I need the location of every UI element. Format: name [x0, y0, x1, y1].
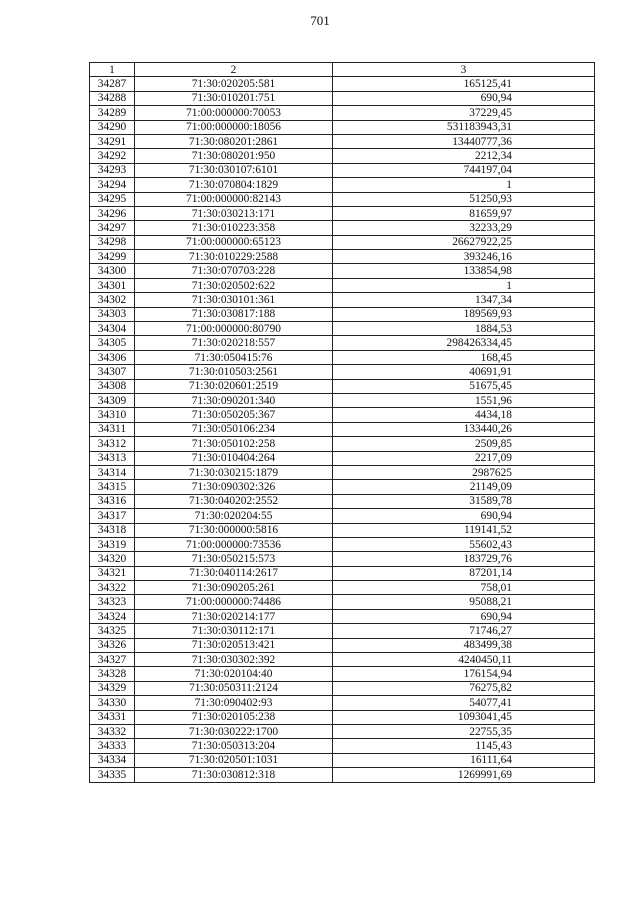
table-row [90, 408, 595, 422]
value-cell: 31589,78 [333, 494, 595, 508]
row-number-cell: 34293 [90, 163, 135, 177]
value-cell: 1145,43 [333, 739, 595, 753]
row-number-cell: 34320 [90, 552, 135, 566]
value-cell: 1347,34 [333, 293, 595, 307]
table-row [90, 509, 595, 523]
table-row [90, 422, 595, 436]
row-number-cell: 34324 [90, 609, 135, 623]
cadastral-number-cell: 71:30:020501:1031 [135, 753, 333, 767]
table-header-row [90, 63, 595, 77]
row-number-cell: 34318 [90, 523, 135, 537]
value-cell: 22755,35 [333, 724, 595, 738]
table-row [90, 638, 595, 652]
value-cell: 176154,94 [333, 667, 595, 681]
cadastral-number-cell: 71:30:030213:171 [135, 206, 333, 220]
table-row [90, 120, 595, 134]
row-number-cell: 34331 [90, 710, 135, 724]
table-row [90, 91, 595, 105]
value-cell: 1 [333, 178, 595, 192]
column-header-1: 1 [90, 63, 135, 77]
table-row [90, 379, 595, 393]
row-number-cell: 34316 [90, 494, 135, 508]
row-number-cell: 34322 [90, 581, 135, 595]
value-cell: 690,94 [333, 509, 595, 523]
table-row [90, 221, 595, 235]
value-cell: 4434,18 [333, 408, 595, 422]
row-number-cell: 34311 [90, 422, 135, 436]
row-number-cell: 34326 [90, 638, 135, 652]
row-number-cell: 34300 [90, 264, 135, 278]
cadastral-number-cell: 71:30:020104:40 [135, 667, 333, 681]
cadastral-number-cell: 71:30:030215:1879 [135, 465, 333, 479]
value-cell: 1551,96 [333, 393, 595, 407]
value-cell: 758,01 [333, 581, 595, 595]
value-cell: 21149,09 [333, 480, 595, 494]
table-row [90, 523, 595, 537]
table-row [90, 336, 595, 350]
value-cell: 690,94 [333, 91, 595, 105]
table-row [90, 566, 595, 580]
table-row [90, 681, 595, 695]
value-cell: 26627922,25 [333, 235, 595, 249]
table-row [90, 264, 595, 278]
cadastral-number-cell: 71:30:020513:421 [135, 638, 333, 652]
column-header-3: 3 [333, 63, 595, 77]
value-cell: 2987625 [333, 465, 595, 479]
value-cell: 51675,45 [333, 379, 595, 393]
row-number-cell: 34290 [90, 120, 135, 134]
value-cell: 2212,34 [333, 149, 595, 163]
table-body [90, 77, 595, 782]
cadastral-number-cell: 71:30:030812:318 [135, 768, 333, 782]
cadastral-number-cell: 71:30:040114:2617 [135, 566, 333, 580]
row-number-cell: 34329 [90, 681, 135, 695]
value-cell: 133854,98 [333, 264, 595, 278]
value-cell: 13440777,36 [333, 134, 595, 148]
table-row [90, 624, 595, 638]
cadastral-number-cell: 71:30:020204:55 [135, 509, 333, 523]
data-table [89, 62, 595, 783]
table-row [90, 437, 595, 451]
value-cell: 183729,76 [333, 552, 595, 566]
cadastral-number-cell: 71:30:020502:622 [135, 278, 333, 292]
value-cell: 16111,64 [333, 753, 595, 767]
value-cell: 1 [333, 278, 595, 292]
row-number-cell: 34330 [90, 696, 135, 710]
row-number-cell: 34301 [90, 278, 135, 292]
cadastral-number-cell: 71:30:010229:2588 [135, 250, 333, 264]
cadastral-number-cell: 71:30:020205:581 [135, 77, 333, 91]
table-row [90, 134, 595, 148]
row-number-cell: 34304 [90, 322, 135, 336]
cadastral-number-cell: 71:30:090302:326 [135, 480, 333, 494]
cadastral-number-cell: 71:30:090402:93 [135, 696, 333, 710]
row-number-cell: 34319 [90, 537, 135, 551]
cadastral-number-cell: 71:30:020105:238 [135, 710, 333, 724]
value-cell: 76275,82 [333, 681, 595, 695]
value-cell: 165125,41 [333, 77, 595, 91]
table-row [90, 192, 595, 206]
cadastral-number-cell: 71:30:070703:228 [135, 264, 333, 278]
row-number-cell: 34294 [90, 178, 135, 192]
cadastral-number-cell: 71:30:050215:573 [135, 552, 333, 566]
table-row [90, 537, 595, 551]
row-number-cell: 34302 [90, 293, 135, 307]
table-row [90, 178, 595, 192]
row-number-cell: 34309 [90, 393, 135, 407]
row-number-cell: 34299 [90, 250, 135, 264]
cadastral-number-cell: 71:30:050205:367 [135, 408, 333, 422]
row-number-cell: 34327 [90, 653, 135, 667]
value-cell: 168,45 [333, 350, 595, 364]
row-number-cell: 34298 [90, 235, 135, 249]
table-row [90, 667, 595, 681]
cadastral-number-cell: 71:30:030222:1700 [135, 724, 333, 738]
cadastral-number-cell: 71:30:040202:2552 [135, 494, 333, 508]
cadastral-number-cell: 71:30:030302:392 [135, 653, 333, 667]
table-row [90, 106, 595, 120]
cadastral-number-cell: 71:00:000000:74486 [135, 595, 333, 609]
cadastral-number-cell: 71:30:050313:204 [135, 739, 333, 753]
row-number-cell: 34310 [90, 408, 135, 422]
value-cell: 37229,45 [333, 106, 595, 120]
table-row [90, 768, 595, 782]
value-cell: 1269991,69 [333, 768, 595, 782]
table-row [90, 724, 595, 738]
row-number-cell: 34307 [90, 365, 135, 379]
cadastral-number-cell: 71:30:080201:950 [135, 149, 333, 163]
cadastral-number-cell: 71:30:010223:358 [135, 221, 333, 235]
table-row [90, 393, 595, 407]
cadastral-number-cell: 71:30:020214:177 [135, 609, 333, 623]
table-row [90, 696, 595, 710]
cadastral-number-cell: 71:00:000000:80790 [135, 322, 333, 336]
cadastral-number-cell: 71:30:050311:2124 [135, 681, 333, 695]
table-row [90, 206, 595, 220]
row-number-cell: 34333 [90, 739, 135, 753]
value-cell: 32233,29 [333, 221, 595, 235]
table-row [90, 149, 595, 163]
row-number-cell: 34292 [90, 149, 135, 163]
table-row [90, 465, 595, 479]
cadastral-number-cell: 71:30:050102:258 [135, 437, 333, 451]
row-number-cell: 34297 [90, 221, 135, 235]
cadastral-number-cell: 71:30:020218:557 [135, 336, 333, 350]
row-number-cell: 34291 [90, 134, 135, 148]
value-cell: 1884,53 [333, 322, 595, 336]
value-cell: 189569,93 [333, 307, 595, 321]
cadastral-number-cell: 71:30:030817:188 [135, 307, 333, 321]
row-number-cell: 34288 [90, 91, 135, 105]
cadastral-number-cell: 71:00:000000:73536 [135, 537, 333, 551]
value-cell: 71746,27 [333, 624, 595, 638]
row-number-cell: 34325 [90, 624, 135, 638]
value-cell: 690,94 [333, 609, 595, 623]
row-number-cell: 34317 [90, 509, 135, 523]
value-cell: 2509,85 [333, 437, 595, 451]
value-cell: 2217,09 [333, 451, 595, 465]
value-cell: 1093041,45 [333, 710, 595, 724]
value-cell: 55602,43 [333, 537, 595, 551]
row-number-cell: 34303 [90, 307, 135, 321]
table-row [90, 77, 595, 91]
row-number-cell: 34321 [90, 566, 135, 580]
value-cell: 298426334,45 [333, 336, 595, 350]
value-cell: 133440,26 [333, 422, 595, 436]
table-row [90, 595, 595, 609]
value-cell: 119141,52 [333, 523, 595, 537]
row-number-cell: 34313 [90, 451, 135, 465]
table-row [90, 653, 595, 667]
table-row [90, 710, 595, 724]
cadastral-number-cell: 71:30:000000:5816 [135, 523, 333, 537]
value-cell: 744197,04 [333, 163, 595, 177]
value-cell: 393246,16 [333, 250, 595, 264]
row-number-cell: 34295 [90, 192, 135, 206]
cadastral-number-cell: 71:30:090205:261 [135, 581, 333, 595]
table-row [90, 322, 595, 336]
table-row [90, 365, 595, 379]
cadastral-number-cell: 71:30:050106:234 [135, 422, 333, 436]
row-number-cell: 34332 [90, 724, 135, 738]
value-cell: 87201,14 [333, 566, 595, 580]
table-row [90, 278, 595, 292]
cadastral-number-cell: 71:30:010404:264 [135, 451, 333, 465]
row-number-cell: 34296 [90, 206, 135, 220]
table-row [90, 494, 595, 508]
row-number-cell: 34312 [90, 437, 135, 451]
cadastral-number-cell: 71:30:020601:2519 [135, 379, 333, 393]
value-cell: 51250,93 [333, 192, 595, 206]
cadastral-number-cell: 71:30:010201:751 [135, 91, 333, 105]
table-row [90, 451, 595, 465]
table-row [90, 307, 595, 321]
cadastral-number-cell: 71:00:000000:82143 [135, 192, 333, 206]
table-row [90, 480, 595, 494]
row-number-cell: 34308 [90, 379, 135, 393]
row-number-cell: 34289 [90, 106, 135, 120]
table-row [90, 235, 595, 249]
cadastral-number-cell: 71:30:030107:6101 [135, 163, 333, 177]
cadastral-number-cell: 71:00:000000:18056 [135, 120, 333, 134]
value-cell: 81659,97 [333, 206, 595, 220]
cadastral-number-cell: 71:30:080201:2861 [135, 134, 333, 148]
row-number-cell: 34328 [90, 667, 135, 681]
column-header-2: 2 [135, 63, 333, 77]
row-number-cell: 34314 [90, 465, 135, 479]
value-cell: 54077,41 [333, 696, 595, 710]
value-cell: 531183943,31 [333, 120, 595, 134]
table-row [90, 753, 595, 767]
cadastral-number-cell: 71:00:000000:65123 [135, 235, 333, 249]
row-number-cell: 34305 [90, 336, 135, 350]
cadastral-number-cell: 71:30:050415:76 [135, 350, 333, 364]
table-row [90, 739, 595, 753]
table-row [90, 552, 595, 566]
page-number: 701 [310, 13, 330, 28]
table-row [90, 581, 595, 595]
cadastral-number-cell: 71:30:030101:361 [135, 293, 333, 307]
row-number-cell: 34334 [90, 753, 135, 767]
table-row [90, 609, 595, 623]
table-row [90, 250, 595, 264]
value-cell: 4240450,11 [333, 653, 595, 667]
value-cell: 95088,21 [333, 595, 595, 609]
value-cell: 483499,38 [333, 638, 595, 652]
cadastral-number-cell: 71:30:070804:1829 [135, 178, 333, 192]
cadastral-number-cell: 71:30:030112:171 [135, 624, 333, 638]
value-cell: 40691,91 [333, 365, 595, 379]
row-number-cell: 34335 [90, 768, 135, 782]
row-number-cell: 34287 [90, 77, 135, 91]
table-row [90, 350, 595, 364]
table-row [90, 293, 595, 307]
table-row [90, 163, 595, 177]
row-number-cell: 34315 [90, 480, 135, 494]
cadastral-number-cell: 71:00:000000:70053 [135, 106, 333, 120]
cadastral-number-cell: 71:30:010503:2561 [135, 365, 333, 379]
row-number-cell: 34306 [90, 350, 135, 364]
row-number-cell: 34323 [90, 595, 135, 609]
cadastral-number-cell: 71:30:090201:340 [135, 393, 333, 407]
